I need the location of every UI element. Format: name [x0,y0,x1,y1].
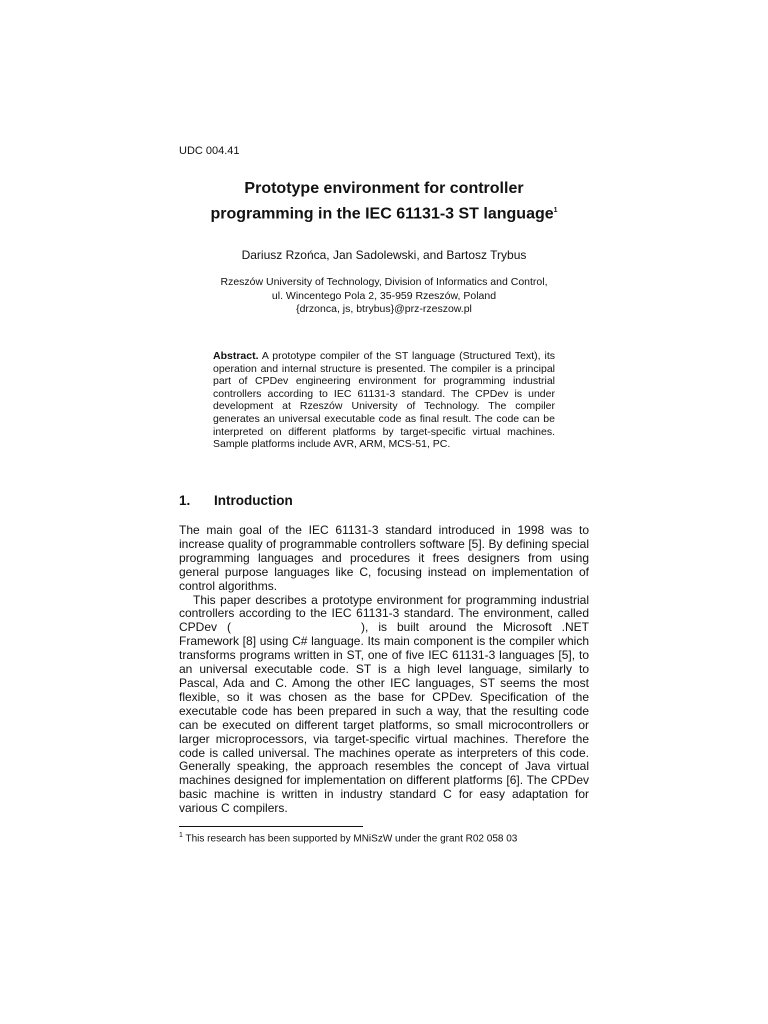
title-line-2-text: programming in the IEC 61131-3 ST language [210,205,554,223]
body-paragraph-1: The main goal of the IEC 61131-3 standard introduced in 1998 was to increase quality of programmable controllers software [5]. By defining special programming languages and procedures it frees designers from using general purpose languages like C, focusing instead on implementation of control algorithms. [179,523,589,593]
author-list: Dariusz Rzońca, Jan Sadolewski, and Bartosz Trybus [241,248,527,262]
affiliation [180,276,588,317]
affiliation-line-2: ul. Wincentego Pola 2, 35-959 Rzeszów, Poland [271,289,497,302]
abstract-text: A prototype compiler of the ST language (Structured Text), its operation and internal structure is presented. The compiler is a principal part of CPDev engineering environment for programming industrial controllers according to IEC 61131-3 standard. The CPDev is under development at Rzeszów University of Technology. The compiler generates an universal executable code as final result. The code can be interpreted on different platforms by target-specific virtual machines. Sample platforms include AVR, ARM, MCS-51, PC. [213,350,555,451]
abstract-label: Abstract. [213,350,259,362]
udc-code: UDC 004.41 [179,145,240,157]
footnote-mark: 1 [179,832,183,839]
body-paragraph-2-part-a: This paper describes a prototype environment for programming industrial controllers according to the IEC 61131-3 standard. The environment, called CPDev ( [179,592,589,635]
title-line-1: Prototype environment for controller [244,180,524,197]
footnote-text: This research has been supported by MNiSzW under the grant R02 058 03 [182,833,518,845]
section-number: 1. [179,493,191,508]
title-line-2 [150,200,618,225]
body-text [179,524,589,816]
paper-title [150,178,618,225]
affiliation-emails: {drzonca, js, btrybus}@prz-rzeszow.pl [296,303,472,315]
body-paragraph-2-part-b: ), is built around the Microsoft .NET Framework [8] using C# language. Its main component is the compiler which transforms programs written in ST, one of five IEC 61131-3 languages [5], to an universal executable code. ST is a high level language, similarly to Pascal, Ada and C. Among the other IEC languages, ST seems the most flexible, so it was chosen as the base for CPDev. Specification of the executable code has been prepared in such a way, that the resulting code can be executed on different target platforms, so small microcontrollers or larger microprocessors, via target-specific virtual machines. Therefore the code is called universal. The machines operate as interpreters of this code. Generally speaking, the approach resembles the concept of Java virtual machines designed for implementation on different platforms [6]. The CPDev basic machine is written in industry standard C for easy adaptation for various C compilers. [179,620,589,816]
body-paragraph-2 [179,594,589,817]
footnote-rule [179,826,363,827]
section-heading [179,493,293,508]
abstract [213,350,555,451]
title-footnote-mark: 1 [553,207,558,214]
section-title: Introduction [214,493,293,508]
footnote [179,832,517,844]
affiliation-line-1: Rzeszów University of Technology, Division of Informatics and Control, [220,276,548,288]
